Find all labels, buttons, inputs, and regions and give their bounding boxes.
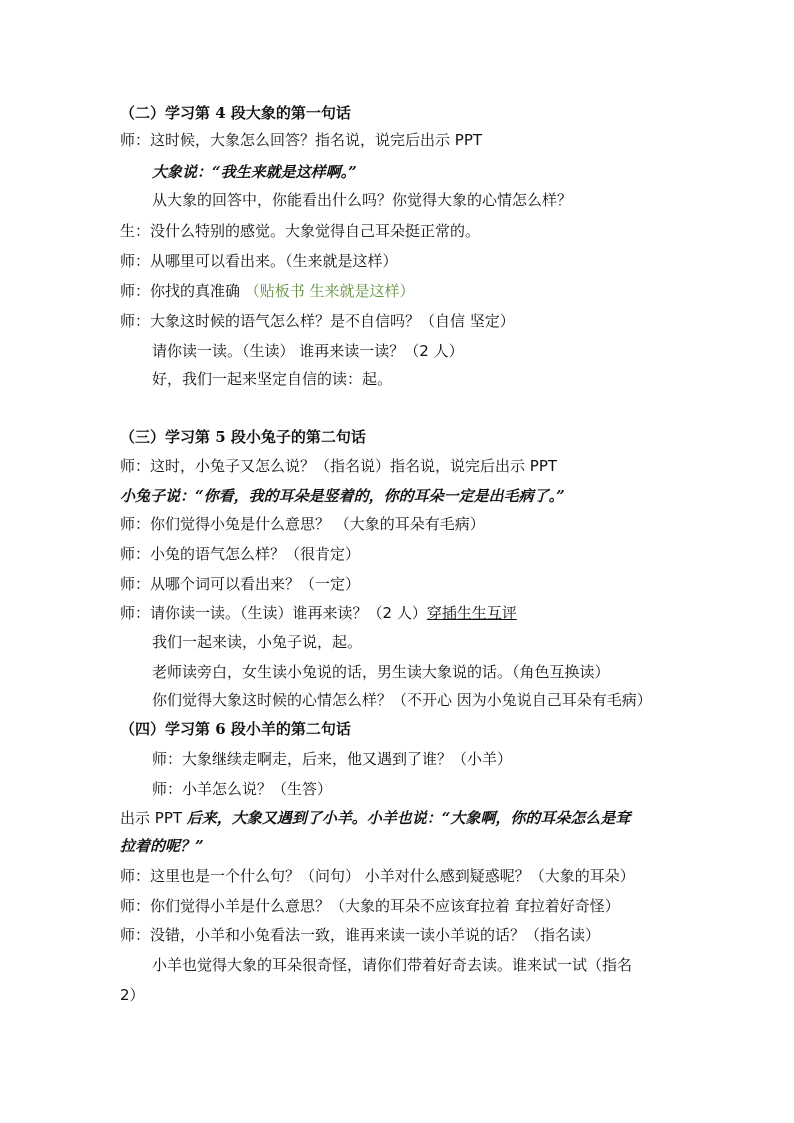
line-text: 你们觉得大象这时候的心情怎么样？（不开心 因为小兔说自己耳朵有毛病） — [152, 691, 652, 709]
text-line — [120, 925, 600, 945]
line-text: 从大象的回答中，你能看出什么吗？你觉得大象的心情怎么样？ — [152, 191, 573, 209]
text-line — [120, 866, 635, 886]
text-line — [120, 896, 620, 916]
section-heading: （二）学习第 4 段大象的第一句话 — [120, 104, 351, 122]
text-line — [152, 779, 332, 799]
text-line — [120, 514, 485, 534]
line-text: 2） — [120, 986, 145, 1004]
text-line — [152, 190, 572, 210]
line-text: 师：大象这时候的语气怎么样？是不自信吗？（自信 坚定） — [120, 312, 515, 330]
text-line — [120, 311, 515, 331]
text-line — [120, 603, 517, 623]
line-text: 我们一起来读，小兔子说，起。 — [152, 633, 363, 651]
line-text: 请你读一读。（生读） 谁再来读一读？（2 人） — [152, 342, 464, 360]
text-line — [120, 251, 398, 271]
text-line — [120, 456, 557, 476]
section-heading: （三）学习第 5 段小兔子的第二句话 — [120, 428, 366, 446]
text-line — [152, 369, 392, 389]
line-text: 师：小羊怎么说？（生答） — [152, 780, 333, 798]
line-text: 师：这时候，大象怎么回答？指名说，说完后出示 PPT — [120, 131, 483, 149]
line-text: 师：请你读一读。（生读）谁再来读？（2 人） — [120, 604, 427, 622]
text-line — [120, 281, 415, 301]
line-text: 小羊也觉得大象的耳朵很奇怪，请你们带着好奇去读。谁来试一试（指名 — [152, 956, 633, 974]
text-line — [152, 662, 610, 682]
quoted-passage: 后来，大象又遇到了小羊。小羊也说：“大象啊，你的耳朵怎么是耷 — [186, 809, 631, 827]
line-text: 出示 PPT — [120, 809, 187, 827]
line-text: 师：你们觉得小羊是什么意思？（大象的耳朵不应该耷拉着 耷拉着好奇怪） — [120, 897, 620, 915]
underlined-note: 穿插生生互评 — [426, 604, 517, 622]
quoted-passage: 大象说：“我生来就是这样啊。” — [152, 163, 357, 181]
line-text: 生：没什么特别的感觉。大象觉得自己耳朵挺正常的。 — [120, 222, 481, 240]
line-text: 师：从哪里可以看出来。（生来就是这样） — [120, 252, 398, 270]
line-text: 好，我们一起来坚定自信的读：起。 — [152, 370, 393, 388]
line-text: 师：大象继续走啊走，后来，他又遇到了谁？（小羊） — [152, 750, 513, 768]
quoted-passage: 小兔子说：“你看，我的耳朵是竖着的，你的耳朵一定是出毛病了。” — [120, 487, 565, 505]
text-line — [120, 574, 360, 594]
board-note: （贴板书 生来就是这样） — [244, 282, 415, 300]
line-text: 师：你们觉得小兔是什么意思？ （大象的耳朵有毛病） — [120, 515, 485, 533]
text-line — [152, 955, 632, 975]
line-text: 师：这里也是一个什么句？（问句） 小羊对什么感到疑惑呢？（大象的耳朵） — [120, 867, 635, 885]
text-line — [120, 486, 565, 506]
text-line — [152, 749, 512, 769]
text-line — [152, 162, 357, 182]
line-text: 师：没错，小羊和小兔看法一致，谁再来读一读小羊说的话？（指名读） — [120, 926, 601, 944]
text-line — [120, 836, 204, 856]
line-text: 师：这时，小兔子又怎么说？（指名说）指名说，说完后出示 PPT — [120, 457, 558, 475]
text-line — [120, 221, 480, 241]
text-line — [120, 544, 360, 564]
text-line — [152, 632, 362, 652]
text-line — [152, 690, 652, 710]
text-line — [152, 341, 464, 361]
text-line — [120, 130, 482, 150]
text-line — [120, 808, 630, 828]
line-text: 师：你找的真准确 — [120, 282, 245, 300]
line-text: 师：从哪个词可以看出来？（一定） — [120, 575, 361, 593]
quoted-passage: 拉着的呢？” — [120, 837, 204, 855]
text-line — [120, 985, 145, 1005]
line-text: 师：小兔的语气怎么样？（很肯定） — [120, 545, 361, 563]
line-text: 老师读旁白，女生读小兔说的话，男生读大象说的话。（角色互换读） — [152, 663, 610, 681]
section-heading: （四）学习第 6 段小羊的第二句话 — [120, 720, 351, 738]
